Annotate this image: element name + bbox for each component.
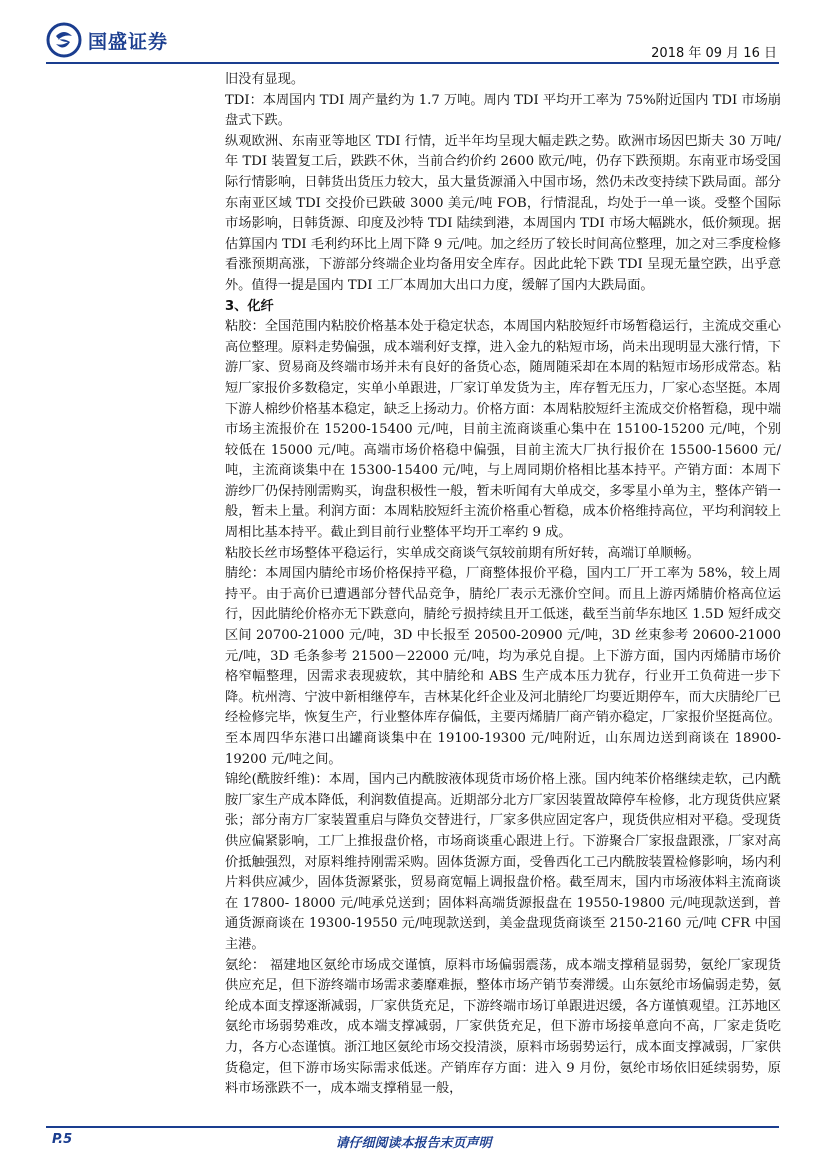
- paragraph-continuation: 旧没有显现。: [225, 72, 305, 87]
- paragraph-tdi-market: 纵观欧洲、东南亚等地区 TDI 行情，近半年均呈现大幅走跌之势。欧洲市场因巴斯夫 30 万吨/年 TDI 装置复工后，跌跌不休，当前合约价约 2600 欧元/吨，仍存下跌预期。东南亚市场受国际行情影响，日韩货出货压力较大，虽大量货源涌入中国市场，然仍未改变持续下跌局面。部分东南亚区域 TDI 交投价已跌破 3000 美元/吨 FOB，行情混乱，均处于一单一谈。受整个国际市场影响，日韩货源、印度及沙特 TDI 陆续到港，本周国内 TDI 市场大幅跳水，低价频现。据估算国内 TDI 毛利约环比上周下降 9 元/吨。加之经历了较长时间高位整理，加之对三季度检修看涨预期高涨，下游部分终端企业均备用安全库存。因此此轮下跌 TDI 呈现无量空跌，出乎意外。值得一提是国内 TDI 工厂本周加大出口力度，缓解了国内大跌局面。: [225, 133, 781, 293]
- header-divider: [46, 62, 779, 64]
- paragraph-viscose-filament: 粘胶长丝市场整体平稳运行，实单成交商谈气氛较前期有所好转，高端订单顺畅。: [225, 545, 700, 561]
- guosheng-logo-icon: [46, 22, 82, 58]
- footer-divider: [46, 1126, 779, 1128]
- report-date: 2018 年 09 月 16 日: [651, 46, 777, 61]
- brand-logo: [46, 22, 168, 58]
- paragraph-spandex: 氨纶： 福建地区氨纶市场成交谨慎，原料市场偏弱震荡，成本端支撑稍显弱势，氨纶厂家现货供应充足，但下游终端市场需求萎靡难振，整体市场产销节奏滞缓。山东氨纶市场偏弱走势，氨纶成本面支撑逐渐减弱，厂家供货充足，下游终端市场订单跟进迟缓，各方谨慎观望。江苏地区氨纶市场弱势难改，成本端支撑减弱，厂家供货充足，但下游市场接单意向不高，厂家走货吃力，各方心态谨慎。浙江地区氨纶市场交投清淡，原料市场弱势运行，成本面支撑减弱，厂家供货稳定，但下游市场实际需求低迷。产销库存方面：进入 9 月份，氨纶市场依旧延续弱势，原料市场涨跌不一，成本端支撑稍显一般，: [225, 957, 781, 1097]
- paragraph-tdi-production: TDI：本周国内 TDI 周产量约为 1.7 万吨。周内 TDI 平均开工率为 75%附近国内 TDI 市场崩盘式下跌。: [225, 92, 781, 129]
- disclaimer-note: 请仔细阅读本报告末页声明: [335, 1136, 492, 1151]
- paragraph-acrylic: 腈纶：本周国内腈纶市场价格保持平稳，厂商整体报价平稳，国内工厂开工率为 58%，较上周持平。由于高价已遭遇部分替代品竞争，腈纶厂表示无涨价空间。而且上游丙烯腈价格高位运行，因此腈纶价格亦无下跌意向，腈纶亏损持续且开工低迷，截至当前华东地区 1.5D 短纤成交区间 20700-21000 元/吨，3D 中长报至 20500-20900 元/吨，3D 丝束参考 20600-21000 元/吨，3D 毛条参考 21500－22000 元/吨，均为承兑自提。上下游方面，国内丙烯腈市场价格窄幅整理，因需求表现疲软，其中腈纶和 ABS 生产成本压力犹存，行业开工负荷进一步下降。杭州湾、宁波中新相继停车，吉林某化纤企业及河北腈纶厂均要近期停车，而大庆腈纶厂已经检修完毕，恢复生产，行业整体库存偏低，主要丙烯腈厂商产销亦稳定，厂家报价坚挺高位。至本周四华东港口出罐商谈集中在 19100-19300 元/吨附近，山东周边送到商谈在 18900-19200 元/吨之间。: [225, 566, 781, 767]
- report-body: [225, 70, 781, 1100]
- paragraph-viscose: 粘胶：全国范围内粘胶价格基本处于稳定状态，本周国内粘胶短纤市场暂稳运行，主流成交重心高位整理。原料走势偏强，成本端利好支撑，进入金九的粘短市场，尚未出现明显大涨行情，下游厂家、贸易商及终端市场并未有良好的备货心态，随周随采却在本周的粘短市场形成常态。粘短厂家报价多数稳定，实单小单跟进，厂家订单发货为主，库存暂无压力，厂家心态坚挺。本周下游人棉纱价格基本稳定，缺乏上扬动力。价格方面：本周粘胶短纤主流成交价格暂稳，现中端市场主流报价在 15200-15400 元/吨，目前主流商谈重心集中在 15100-15200 元/吨，个别较低在 15000 元/吨。高端市场价格稳中偏强，目前主流大厂执行报价在 15500-15600 元/吨，主流商谈集中在 15300-15400 元/吨，与上周同期价格相比基本持平。产销方面：本周下游纱厂仍保持刚需购买，询盘积极性一般，暂未听闻有大单成交，多零星小单为主，整体产销一般，暂未上量。利润方面：本周粘胶短纤主流价格重心暂稳，成本价格维持高位，平均利润较上周相比基本持平。截止到目前行业整体平均开工率约 9 成。: [225, 319, 781, 541]
- paragraph-nylon: 锦纶(酰胺纤维)：本周，国内己内酰胺液体现货市场价格上涨。国内纯苯价格继续走软，己内酰胺厂家生产成本降低，利润数值提高。近期部分北方厂家因装置故障停车检修，北方现货供应紧张；部分南方厂家装置重启与降负交替进行，厂家多供应固定客户，现货供应相对平稳。受现货供应偏紧影响，工厂上推报盘价格，市场商谈重心跟进上行。下游聚合厂家报盘跟涨，厂家对高价抵触强烈，对原料维持刚需采购。固体货源方面，受鲁西化工己内酰胺装置检修影响，场内利片料供应减少，固体货源紧张，贸易商宽幅上调报盘价格。截至周末，国内市场液体料主流商谈在 17800- 18000 元/吨承兑送到；固体料高端货源报盘在 19550-19800 元/吨现款送到，普通货源商谈在 19300-19550 元/吨现款送到，美金盘现货商谈至 2150-2160 元/吨 CFR 中国主港。: [225, 772, 781, 952]
- page-header: [0, 0, 827, 64]
- brand-name: 国盛证券: [88, 30, 169, 53]
- section-heading-chemical-fiber: 3、化纤: [225, 298, 274, 314]
- page-number: P.5: [52, 1132, 73, 1147]
